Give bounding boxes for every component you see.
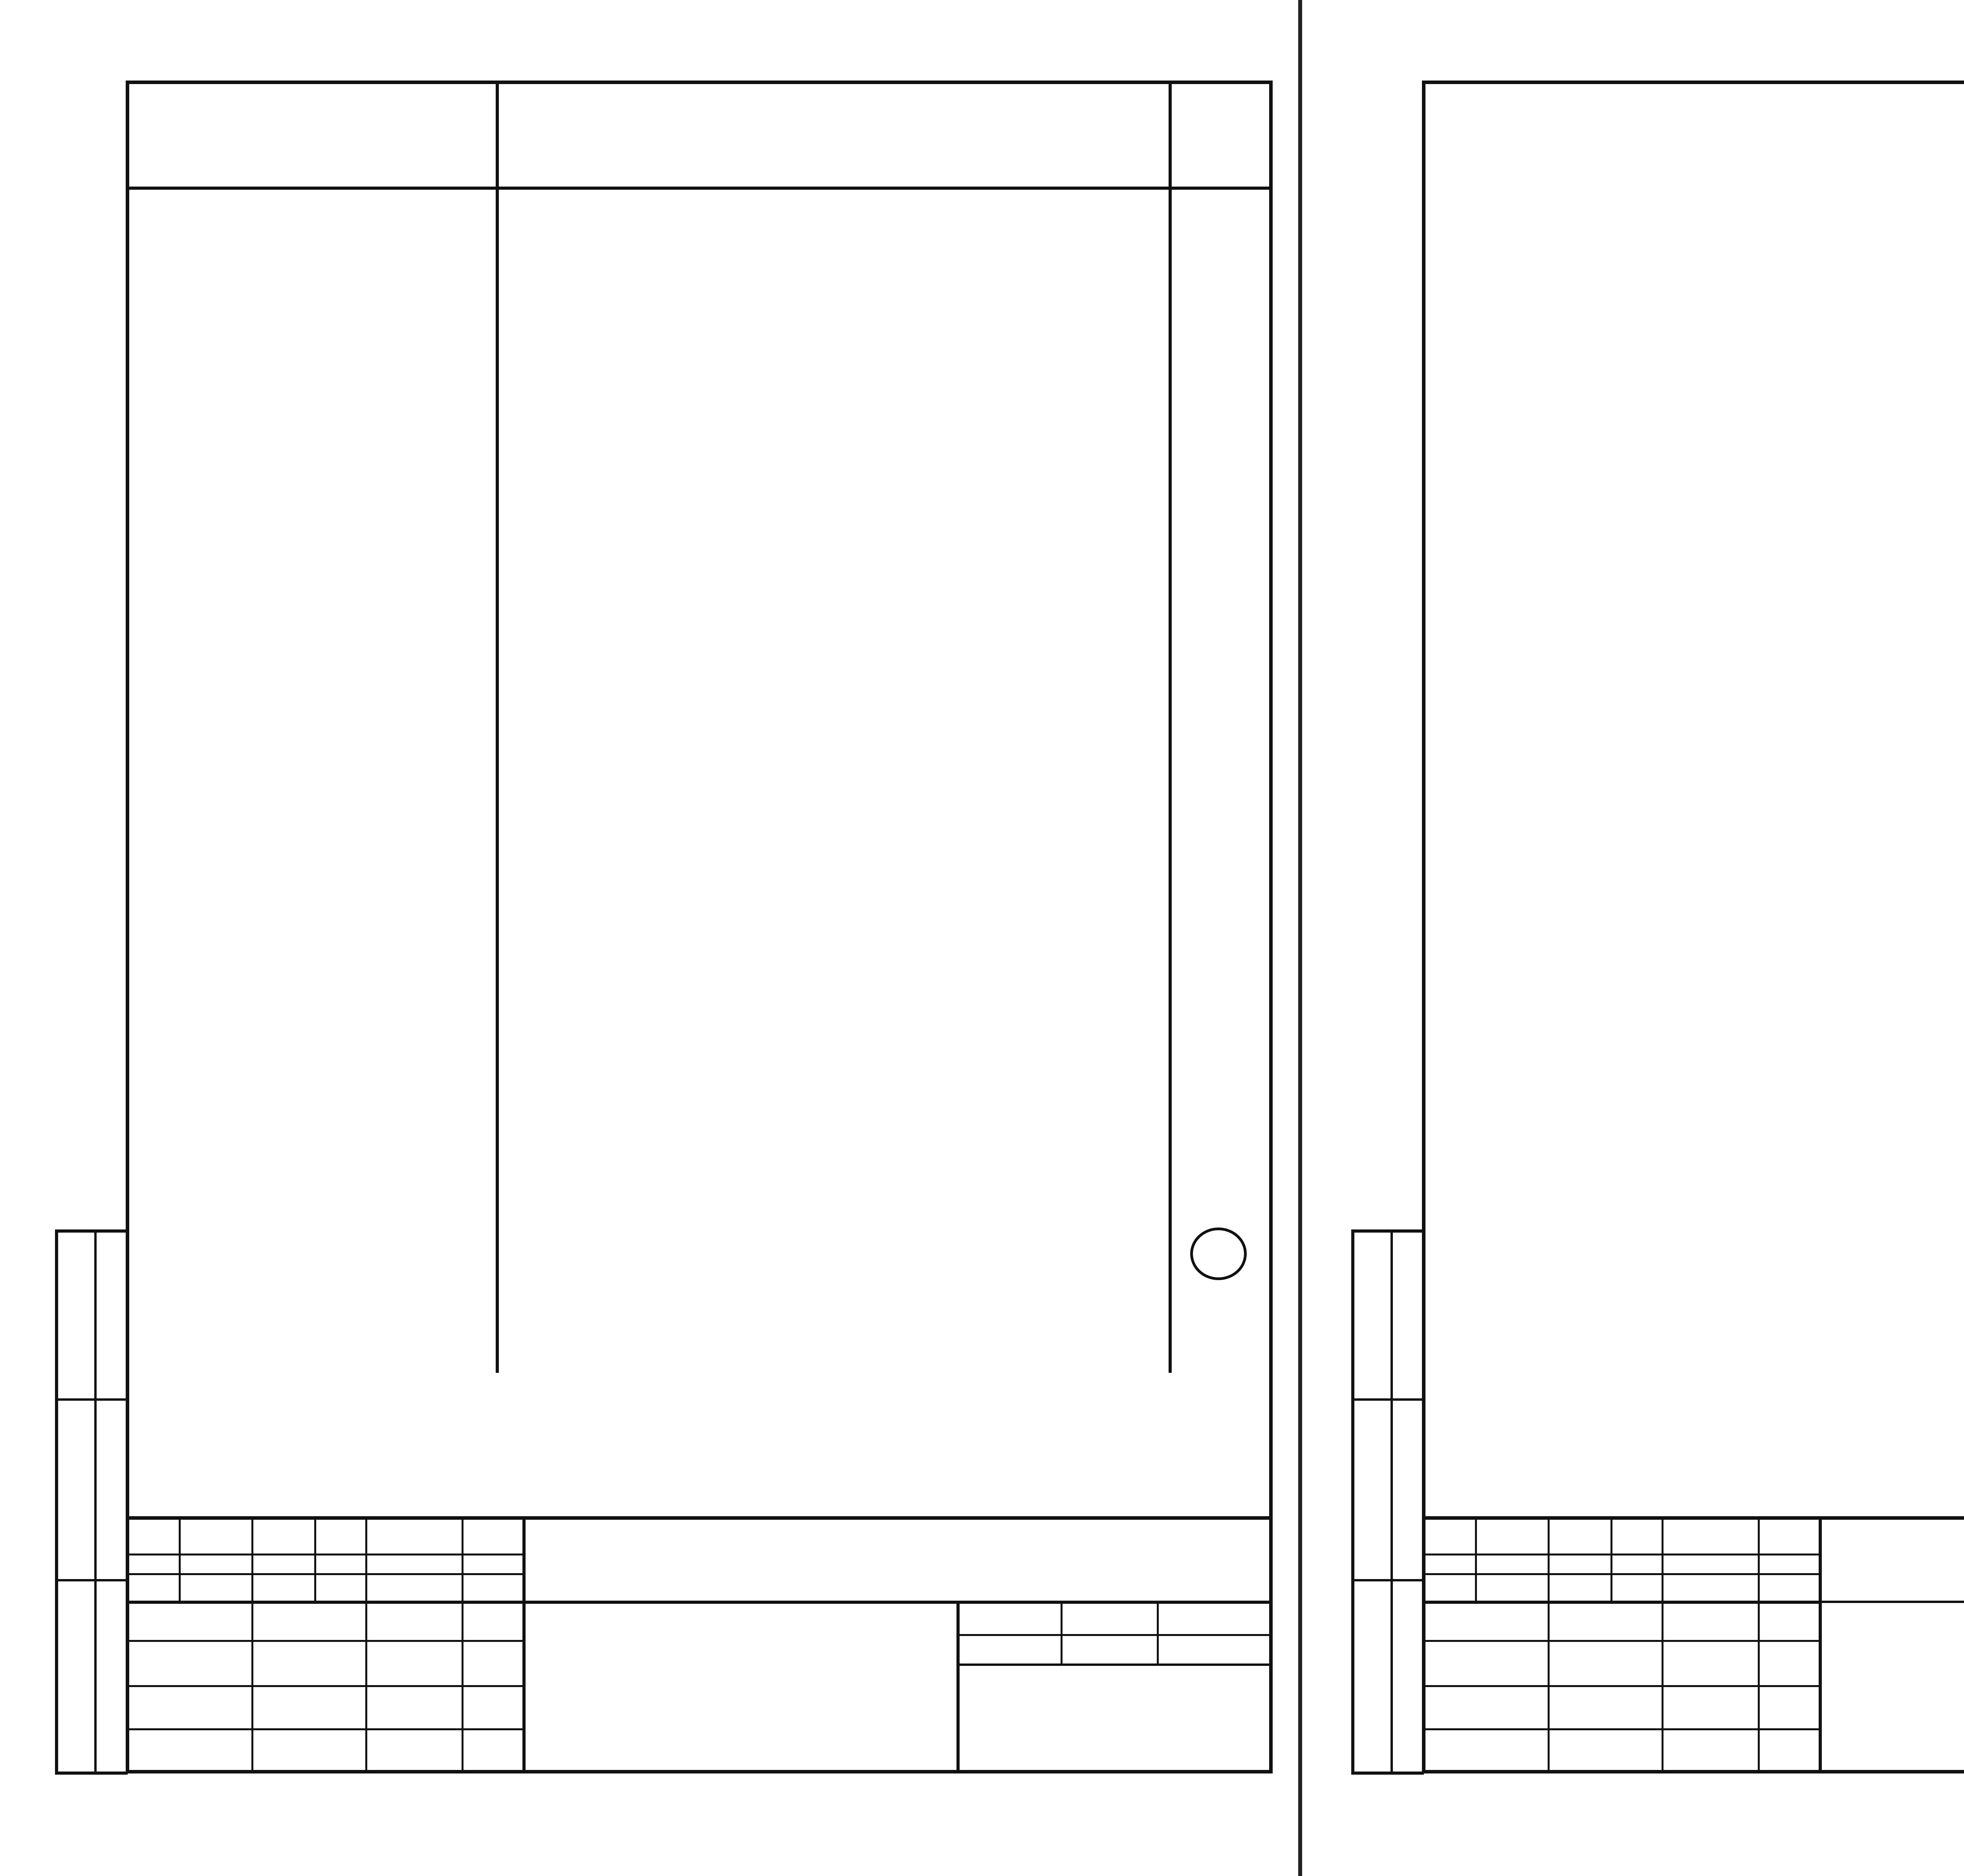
page-19-circle [1190, 1227, 1247, 1280]
sheet-divider [1298, 0, 1302, 1876]
left-side-strip-border [55, 1229, 58, 1773]
